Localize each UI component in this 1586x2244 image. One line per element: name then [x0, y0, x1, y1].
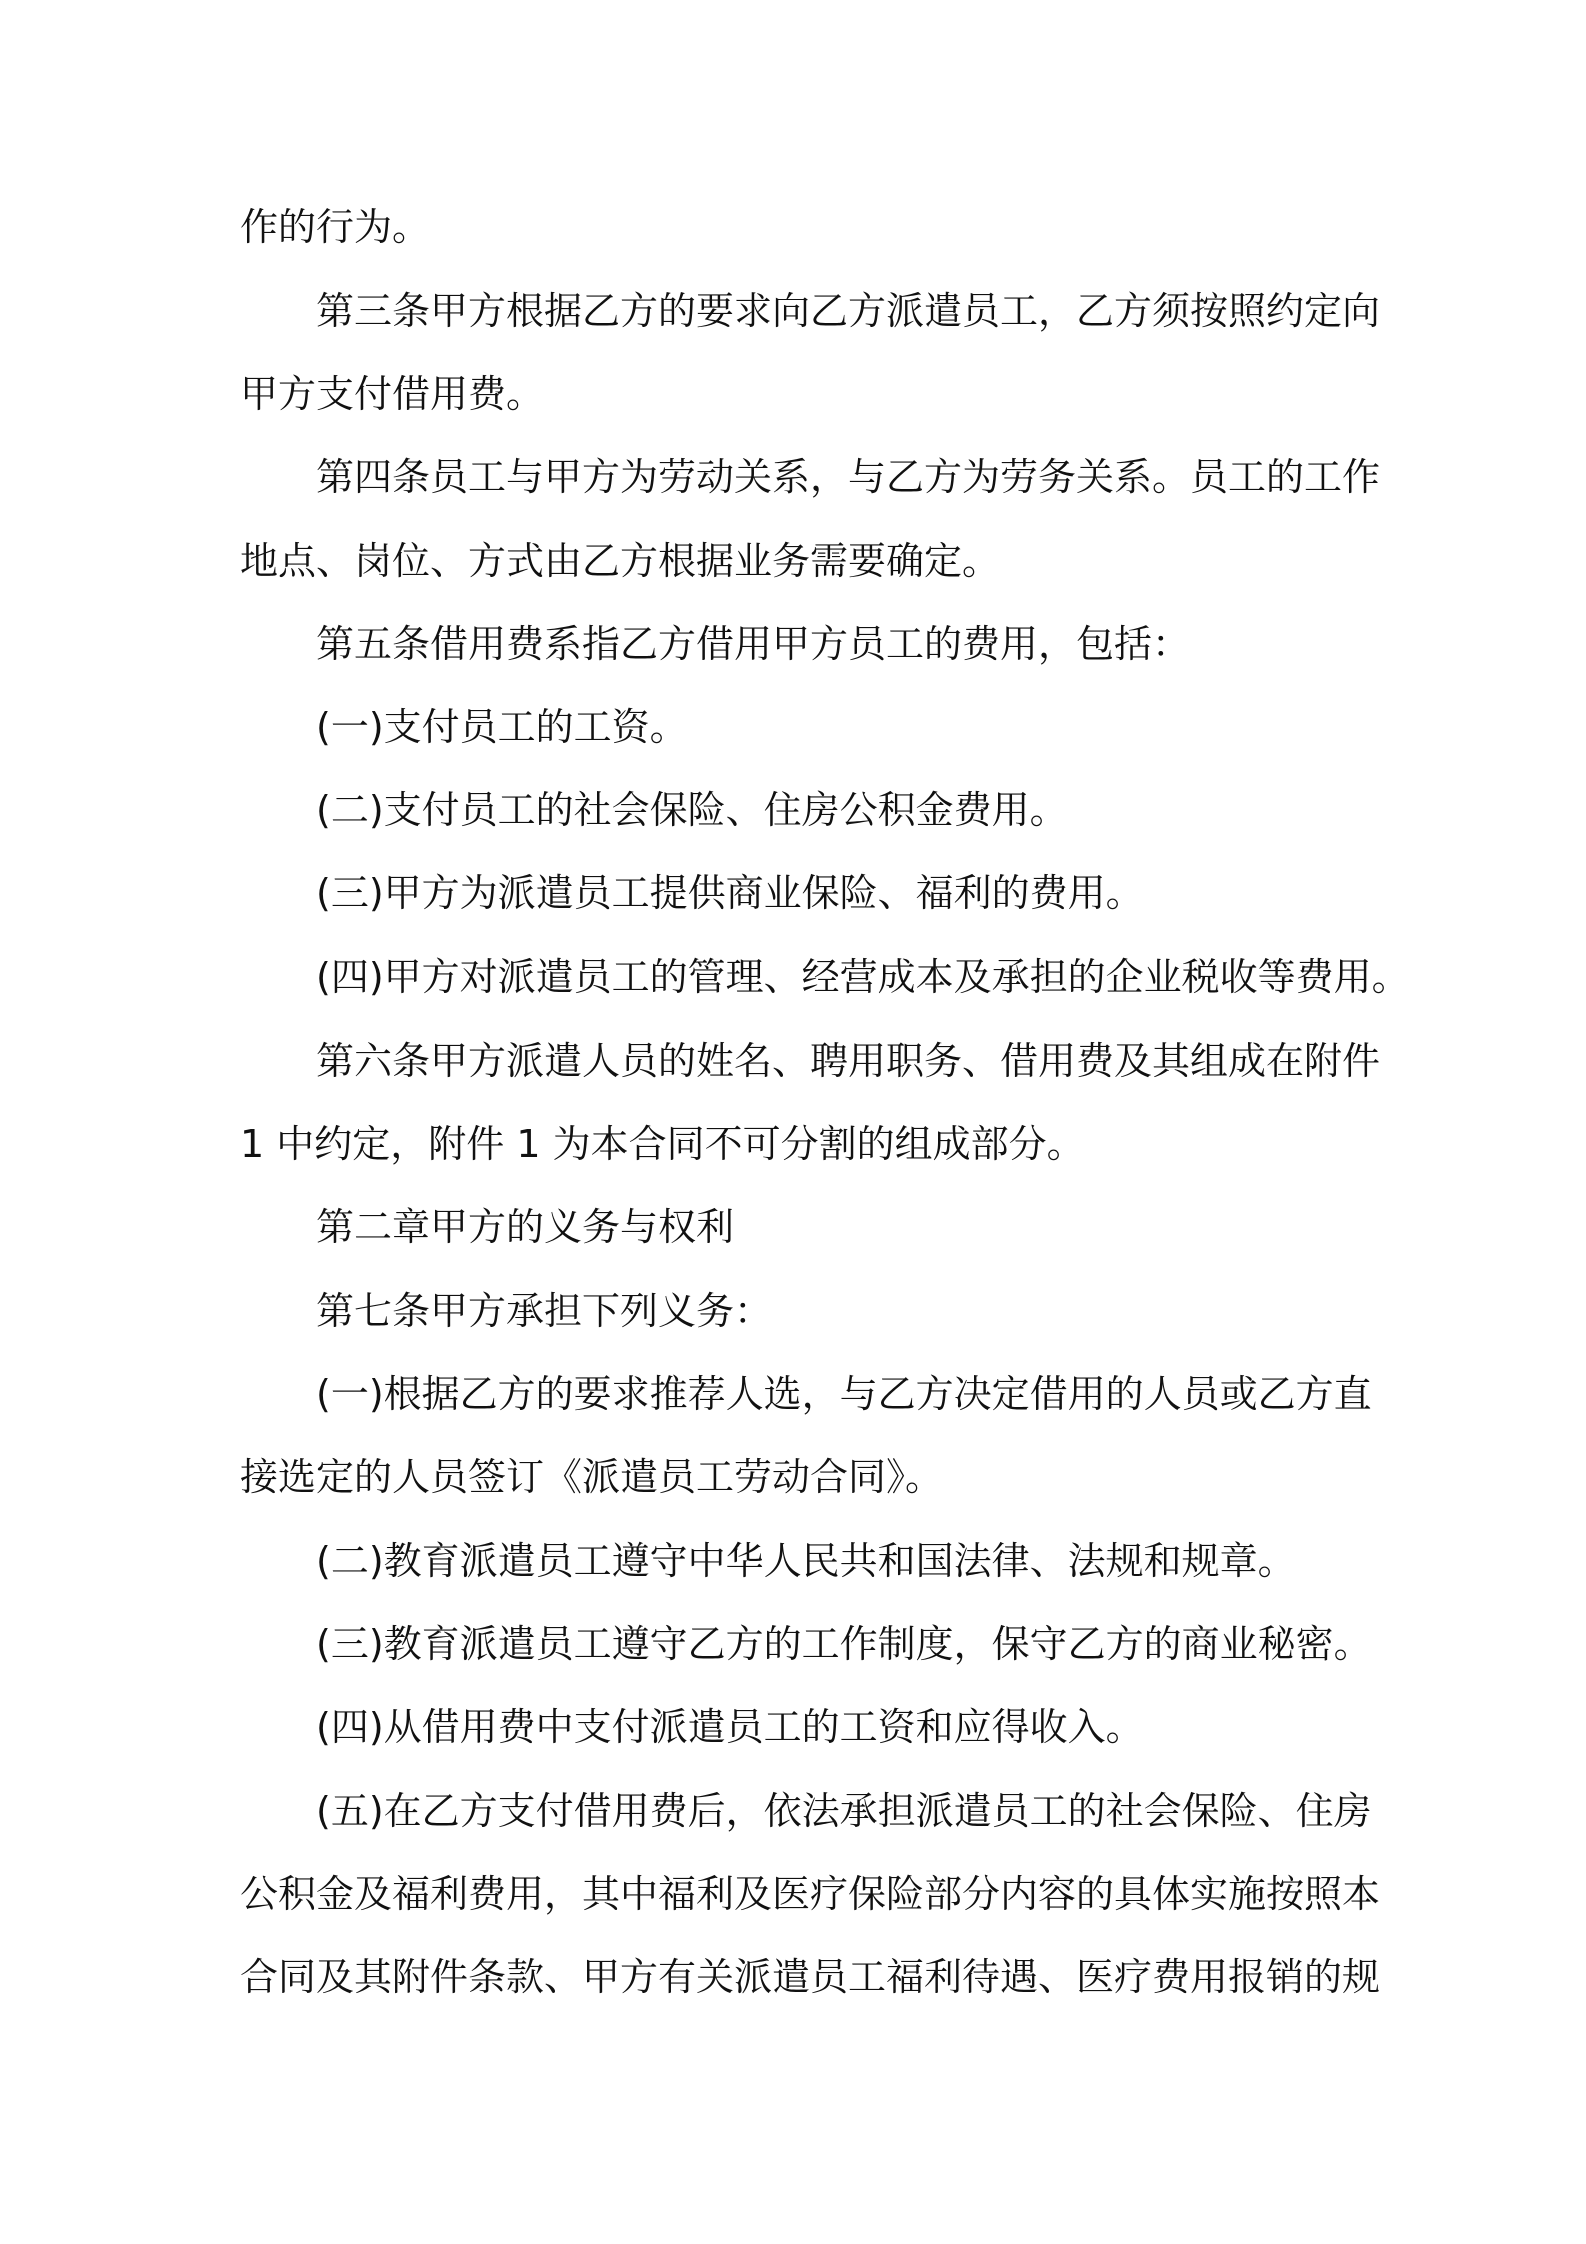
text-line: 公积金及福利费用，其中福利及医疗保险部分内容的具体实施按照本 [240, 1872, 1381, 1916]
text-line: 第五条借用费系指乙方借用甲方员工的费用，包括： [316, 622, 1191, 666]
text-line: 合同及其附件条款、甲方有关派遣员工福利待遇、医疗费用报销的规 [240, 1955, 1381, 1999]
text-line: (四)从借用费中支付派遣员工的工资和应得收入。 [316, 1705, 1144, 1749]
text-line: 1 中约定，附件 1 为本合同不可分割的组成部分。 [240, 1122, 1085, 1166]
text-line: 第四条员工与甲方为劳动关系，与乙方为劳务关系。员工的工作 [316, 455, 1381, 499]
chapter-heading: 第二章甲方的义务与权利 [316, 1205, 735, 1249]
text-line: (一)支付员工的工资。 [316, 705, 688, 749]
text-line: (二)支付员工的社会保险、住房公积金费用。 [316, 788, 1068, 832]
text-line: 第六条甲方派遣人员的姓名、聘用职务、借用费及其组成在附件 [316, 1039, 1381, 1083]
text-line: 甲方支付借用费。 [240, 372, 545, 416]
text-line: (三)教育派遣员工遵守乙方的工作制度，保守乙方的商业秘密。 [316, 1622, 1372, 1666]
text-line: 接选定的人员签订《派遣员工劳动合同》。 [240, 1455, 944, 1499]
text-line: 地点、岗位、方式由乙方根据业务需要确定。 [240, 539, 1001, 583]
text-line: 第三条甲方根据乙方的要求向乙方派遣员工，乙方须按照约定向 [316, 289, 1381, 333]
text-line: (三)甲方为派遣员工提供商业保险、福利的费用。 [316, 871, 1144, 915]
text-line: (二)教育派遣员工遵守中华人民共和国法律、法规和规章。 [316, 1539, 1296, 1583]
text-line: 作的行为。 [240, 205, 431, 249]
text-line: (一)根据乙方的要求推荐人选，与乙方决定借用的人员或乙方直 [316, 1372, 1372, 1416]
text-line: (五)在乙方支付借用费后，依法承担派遣员工的社会保险、住房 [316, 1789, 1372, 1833]
text-line: 第七条甲方承担下列义务： [316, 1289, 773, 1333]
text-line: (四)甲方对派遣员工的管理、经营成本及承担的企业税收等费用。 [316, 955, 1410, 999]
